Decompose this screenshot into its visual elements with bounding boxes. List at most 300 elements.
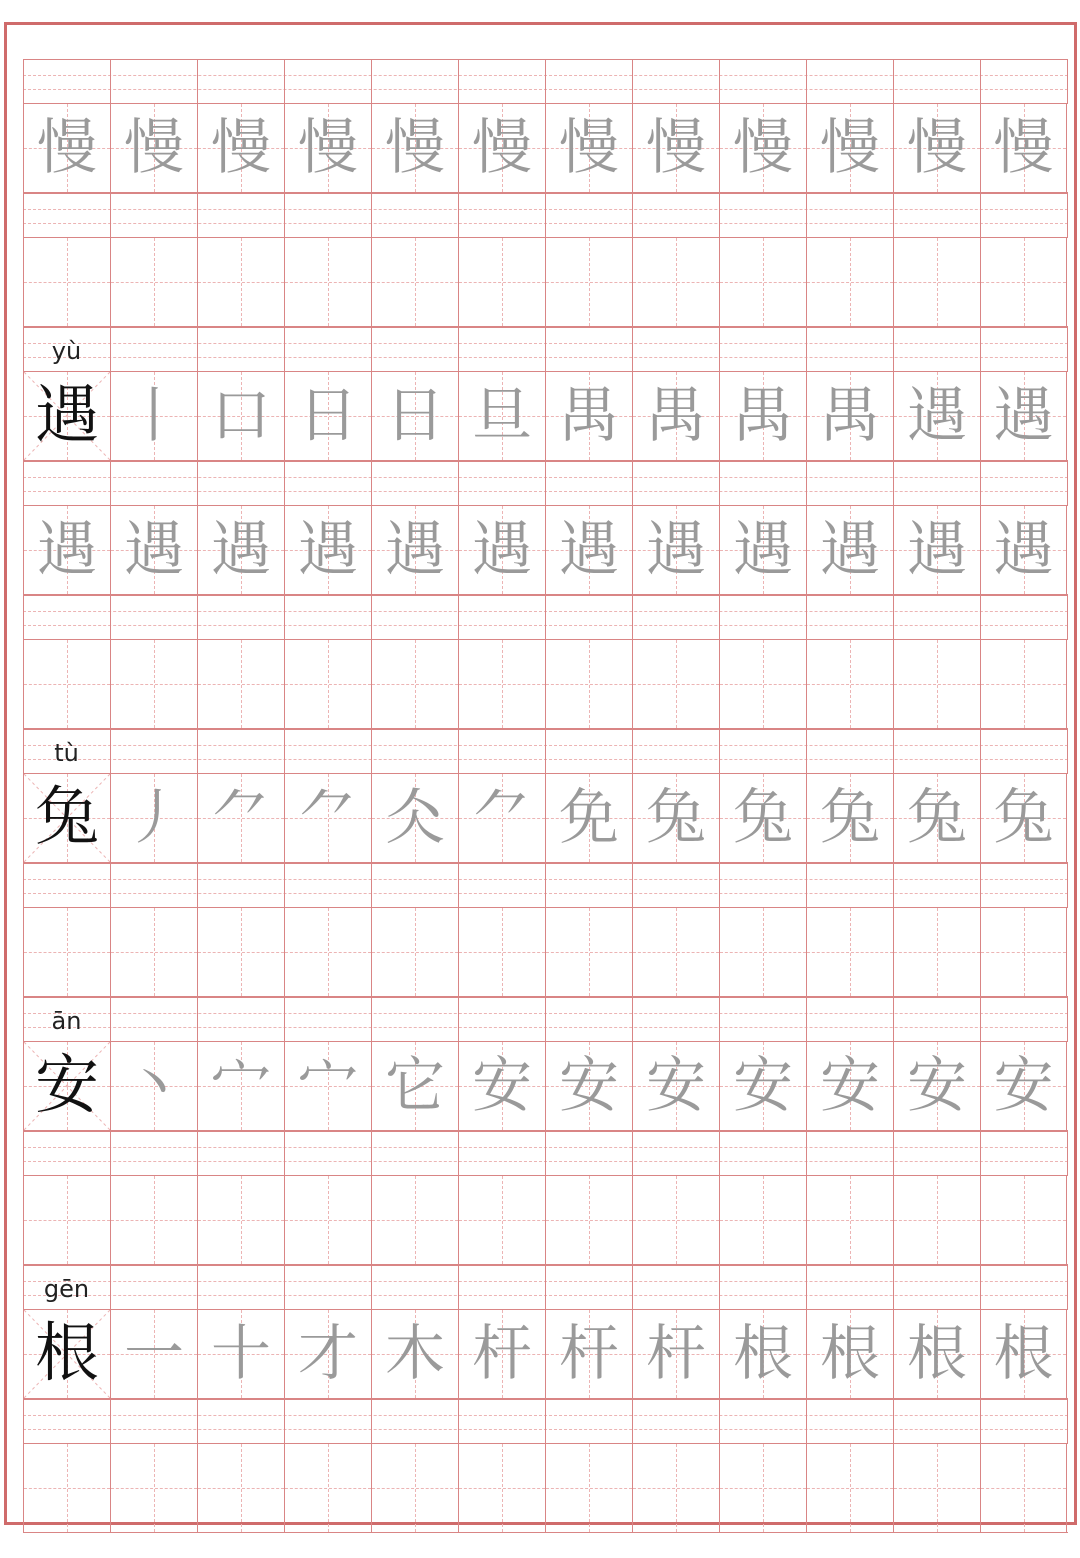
trace-character: 遇: [298, 515, 358, 585]
character-cell-band: [23, 371, 1068, 461]
trace-character: 遇: [385, 515, 445, 585]
tianzige-cell: [632, 908, 719, 996]
empty-practice-cell: [633, 1444, 719, 1532]
pinyin-band-divider: [719, 1400, 720, 1443]
tianzige-cell: [545, 774, 632, 862]
empty-practice-cell: [981, 908, 1066, 996]
empty-practice-cell: [633, 908, 719, 996]
empty-practice-cell: [981, 238, 1066, 326]
stroke-order-step: 兔: [993, 783, 1054, 853]
stroke-order-step: 丿: [124, 783, 184, 853]
tianzige-cell: [284, 774, 371, 862]
trace-character: 遇: [211, 515, 271, 585]
tianzige-cell: [545, 1176, 632, 1264]
pinyin-band-divider: [545, 998, 546, 1041]
pinyin-band-divider: [893, 1132, 894, 1175]
empty-practice-cell: [111, 238, 197, 326]
tianzige-cell: [980, 506, 1067, 594]
pinyin-band-divider: [806, 1266, 807, 1309]
tianzige-cell: [719, 1176, 806, 1264]
tianzige-cell: [23, 506, 110, 594]
tianzige-cell: [806, 104, 893, 192]
tianzige-cell: [110, 1444, 197, 1532]
stroke-order-step: 一: [124, 1319, 184, 1389]
trace-character: 慢: [820, 113, 880, 183]
pinyin-band-divider: [719, 60, 720, 103]
stroke-order-step: ⺈: [298, 783, 358, 853]
pinyin-band-divider: [284, 596, 285, 639]
model-character: 遇: [35, 379, 99, 453]
stroke-order-step: 禺: [559, 381, 619, 451]
pinyin-band-divider: [806, 998, 807, 1041]
pinyin-band-divider: [23, 60, 24, 103]
pinyin-band-divider: [545, 1400, 546, 1443]
tianzige-cell: [458, 1042, 545, 1130]
pinyin-band-divider: [23, 1132, 24, 1175]
stroke-order-step: 兔: [646, 783, 706, 853]
empty-practice-cell: [633, 1176, 719, 1264]
pinyin-band-divider: [893, 194, 894, 237]
tianzige-cell: [545, 238, 632, 326]
pinyin-band: [23, 863, 1068, 907]
empty-practice-cell: [372, 1444, 458, 1532]
stroke-order-step: 兔: [907, 783, 967, 853]
tianzige-cell: [23, 908, 110, 996]
tianzige-cell: [545, 506, 632, 594]
stroke-order-step: ⺈: [211, 783, 271, 853]
model-character: 根: [35, 1317, 99, 1391]
tianzige-cell: [545, 1042, 632, 1130]
stroke-order-step: 丨: [124, 381, 184, 451]
empty-practice-cell: [894, 1176, 980, 1264]
tianzige-cell: [980, 640, 1067, 728]
stroke-order-step: 禺: [820, 381, 880, 451]
stroke-order-step: 宀: [211, 1051, 271, 1121]
empty-practice-cell: [807, 1176, 893, 1264]
stroke-order-step: 根: [993, 1319, 1054, 1389]
tianzige-cell: [632, 104, 719, 192]
pinyin-band-divider: [980, 194, 981, 237]
pinyin-band-divider: [197, 864, 198, 907]
pinyin-band-divider: [458, 1266, 459, 1309]
pinyin-band-divider: [371, 998, 372, 1041]
model-character: 兔: [35, 781, 99, 855]
tianzige-cell: [284, 1176, 371, 1264]
tianzige-cell: [806, 1042, 893, 1130]
pinyin-band-divider: [23, 1400, 24, 1443]
stroke-order-step: 禺: [733, 381, 793, 451]
tianzige-cell: [458, 1176, 545, 1264]
pinyin-band-divider: [110, 1266, 111, 1309]
pinyin-band-divider: [980, 462, 981, 505]
trace-character: 慢: [385, 113, 445, 183]
pinyin-band-divider: [458, 998, 459, 1041]
empty-practice-cell: [24, 1176, 110, 1264]
pinyin-band-divider: [23, 864, 24, 907]
practice-sheet: [4, 22, 1077, 1525]
pinyin-band-divider: [110, 328, 111, 371]
pinyin-band-divider: [458, 1400, 459, 1443]
pinyin-band: [23, 729, 1068, 773]
pinyin-band-divider: [23, 194, 24, 237]
tianzige-cell: [23, 372, 110, 460]
pinyin-band-divider: [458, 1132, 459, 1175]
tianzige-cell: [23, 238, 110, 326]
tianzige-cell: [806, 372, 893, 460]
tianzige-cell: [23, 1310, 110, 1398]
empty-practice-cell: [24, 908, 110, 996]
tianzige-cell: [980, 372, 1067, 460]
trace-character: 慢: [298, 113, 358, 183]
empty-practice-cell: [459, 640, 545, 728]
pinyin-band-divider: [458, 194, 459, 237]
character-cell-band: [23, 1309, 1068, 1399]
pinyin-band-divider: [371, 1400, 372, 1443]
pinyin-band-divider: [806, 596, 807, 639]
empty-practice-cell: [720, 1444, 806, 1532]
tianzige-cell: [458, 1310, 545, 1398]
empty-practice-cell: [546, 1176, 632, 1264]
tianzige-cell: [545, 372, 632, 460]
empty-practice-cell: [546, 640, 632, 728]
pinyin-band-divider: [458, 328, 459, 371]
tianzige-cell: [719, 640, 806, 728]
stroke-order-step: 杆: [472, 1319, 532, 1389]
pinyin-band-divider: [545, 462, 546, 505]
pinyin-band-divider: [893, 462, 894, 505]
tianzige-cell: [371, 1042, 458, 1130]
pinyin-label: ān: [51, 1007, 82, 1035]
pinyin-band-divider: [980, 596, 981, 639]
tianzige-cell: [458, 908, 545, 996]
tianzige-cell: [980, 1042, 1067, 1130]
empty-practice-cell: [894, 908, 980, 996]
pinyin-band-divider: [893, 596, 894, 639]
empty-practice-cell: [894, 1444, 980, 1532]
pinyin-band-divider: [980, 998, 981, 1041]
pinyin-band: [23, 327, 1068, 371]
tianzige-cell: [632, 1444, 719, 1532]
pinyin-band-divider: [893, 730, 894, 773]
pinyin-band-divider: [893, 998, 894, 1041]
pinyin-band-divider: [371, 60, 372, 103]
pinyin-band-divider: [371, 328, 372, 371]
pinyin-band-divider: [719, 1132, 720, 1175]
pinyin-band-divider: [197, 462, 198, 505]
tianzige-cell: [632, 640, 719, 728]
pinyin-band-divider: [1067, 596, 1068, 639]
stroke-order-step: 安: [907, 1051, 967, 1121]
empty-practice-cell: [720, 640, 806, 728]
trace-character: 遇: [646, 515, 706, 585]
tianzige-cell: [284, 1310, 371, 1398]
pinyin-band-divider: [806, 328, 807, 371]
tianzige-cell: [632, 372, 719, 460]
pinyin-band-divider: [371, 864, 372, 907]
pinyin-band-divider: [545, 730, 546, 773]
character-cell-band: [23, 505, 1068, 595]
tianzige-cell: [197, 1310, 284, 1398]
pinyin-band-divider: [980, 1400, 981, 1443]
pinyin-band-divider: [284, 1266, 285, 1309]
pinyin-band-divider: [632, 462, 633, 505]
empty-practice-cell: [546, 1444, 632, 1532]
pinyin-band: [23, 193, 1068, 237]
tianzige-cell: [893, 1310, 980, 1398]
stroke-order-step: 安: [472, 1051, 532, 1121]
pinyin-band-divider: [284, 998, 285, 1041]
tianzige-cell: [893, 1042, 980, 1130]
pinyin-band: [23, 59, 1068, 103]
pinyin-band-divider: [545, 60, 546, 103]
trace-character: 慢: [124, 113, 184, 183]
pinyin-band-divider: [110, 864, 111, 907]
pinyin-band-divider: [545, 1132, 546, 1175]
tianzige-cell: [371, 774, 458, 862]
pinyin-band-divider: [545, 596, 546, 639]
tianzige-cell: [284, 1042, 371, 1130]
pinyin-band-divider: [806, 1132, 807, 1175]
pinyin-band-divider: [284, 1400, 285, 1443]
tianzige-cell: [632, 1176, 719, 1264]
tianzige-cell: [371, 908, 458, 996]
pinyin-band-divider: [719, 462, 720, 505]
pinyin-band-divider: [284, 1132, 285, 1175]
trace-character: 遇: [124, 515, 184, 585]
trace-character: 慢: [733, 113, 793, 183]
pinyin-band-divider: [458, 864, 459, 907]
trace-character: 遇: [993, 515, 1054, 585]
pinyin-band-divider: [893, 1266, 894, 1309]
tianzige-cell: [23, 1444, 110, 1532]
empty-practice-cell: [198, 238, 284, 326]
stroke-order-step: 它: [385, 1051, 445, 1121]
tianzige-cell: [632, 506, 719, 594]
pinyin-band-divider: [371, 1266, 372, 1309]
pinyin-band-divider: [197, 60, 198, 103]
pinyin-band-divider: [284, 194, 285, 237]
character-cell-band: [23, 1443, 1068, 1533]
tianzige-cell: [980, 908, 1067, 996]
pinyin-band-divider: [893, 60, 894, 103]
pinyin-label: yù: [51, 337, 82, 365]
pinyin-band-divider: [893, 1400, 894, 1443]
empty-practice-cell: [285, 238, 371, 326]
pinyin-band-divider: [1067, 328, 1068, 371]
empty-practice-cell: [459, 238, 545, 326]
empty-practice-cell: [894, 640, 980, 728]
tianzige-cell: [632, 238, 719, 326]
pinyin-band-divider: [110, 730, 111, 773]
stroke-order-step: 丶: [124, 1051, 184, 1121]
empty-practice-cell: [459, 1176, 545, 1264]
pinyin-band-divider: [719, 596, 720, 639]
pinyin-band-divider: [806, 60, 807, 103]
tianzige-cell: [980, 774, 1067, 862]
empty-practice-cell: [111, 908, 197, 996]
tianzige-cell: [719, 238, 806, 326]
empty-practice-cell: [807, 640, 893, 728]
tianzige-cell: [284, 908, 371, 996]
tianzige-cell: [110, 1176, 197, 1264]
tianzige-cell: [110, 104, 197, 192]
pinyin-band-divider: [284, 328, 285, 371]
pinyin-band: [23, 595, 1068, 639]
stroke-order-step: ⺈: [472, 783, 532, 853]
pinyin-band-divider: [371, 1132, 372, 1175]
pinyin-band-divider: [545, 864, 546, 907]
tianzige-cell: [284, 238, 371, 326]
pinyin-band-divider: [1067, 864, 1068, 907]
pinyin-band-divider: [284, 462, 285, 505]
trace-character: 遇: [37, 515, 97, 585]
tianzige-cell: [110, 506, 197, 594]
empty-practice-cell: [285, 908, 371, 996]
tianzige-cell: [284, 372, 371, 460]
pinyin-band-divider: [1067, 998, 1068, 1041]
tianzige-cell: [371, 104, 458, 192]
pinyin-band-divider: [458, 60, 459, 103]
pinyin-band-divider: [632, 1132, 633, 1175]
pinyin-band-divider: [110, 462, 111, 505]
stroke-order-step: 日: [298, 381, 358, 451]
stroke-order-step: 安: [733, 1051, 793, 1121]
tianzige-cell: [458, 774, 545, 862]
pinyin-band-divider: [806, 462, 807, 505]
pinyin-band: [23, 461, 1068, 505]
pinyin-band: [23, 1399, 1068, 1443]
empty-practice-cell: [720, 238, 806, 326]
empty-practice-cell: [546, 238, 632, 326]
tianzige-cell: [719, 372, 806, 460]
tianzige-cell: [893, 372, 980, 460]
tianzige-cell: [980, 104, 1067, 192]
tianzige-cell: [197, 238, 284, 326]
stroke-order-step: 根: [907, 1319, 967, 1389]
stroke-order-step: 禺: [646, 381, 706, 451]
stroke-order-step: 木: [385, 1319, 445, 1389]
tianzige-cell: [23, 1176, 110, 1264]
stroke-order-step: 安: [993, 1051, 1054, 1121]
tianzige-cell: [719, 908, 806, 996]
pinyin-band-divider: [980, 60, 981, 103]
pinyin-band-divider: [110, 1400, 111, 1443]
empty-practice-cell: [459, 1444, 545, 1532]
tianzige-cell: [719, 1042, 806, 1130]
empty-practice-cell: [633, 640, 719, 728]
empty-practice-cell: [111, 1444, 197, 1532]
tianzige-cell: [197, 1444, 284, 1532]
pinyin-band-divider: [806, 864, 807, 907]
pinyin-band: [23, 997, 1068, 1041]
stroke-order-step: 十: [211, 1319, 271, 1389]
tianzige-cell: [197, 1042, 284, 1130]
stroke-order-step: 安: [820, 1051, 880, 1121]
tianzige-cell: [980, 238, 1067, 326]
trace-character: 遇: [820, 515, 880, 585]
empty-practice-cell: [372, 1176, 458, 1264]
character-cell-band: [23, 1041, 1068, 1131]
pinyin-band-divider: [719, 1266, 720, 1309]
tianzige-cell: [197, 640, 284, 728]
tianzige-cell: [806, 640, 893, 728]
pinyin-band-divider: [632, 1266, 633, 1309]
trace-character: 遇: [733, 515, 793, 585]
pinyin-band-divider: [632, 194, 633, 237]
tianzige-cell: [719, 104, 806, 192]
tianzige-cell: [284, 640, 371, 728]
pinyin-band-divider: [1067, 462, 1068, 505]
pinyin-band-divider: [284, 864, 285, 907]
pinyin-band-divider: [632, 730, 633, 773]
tianzige-cell: [632, 1042, 719, 1130]
empty-practice-cell: [894, 238, 980, 326]
empty-practice-cell: [981, 1176, 1066, 1264]
stroke-order-step: 杆: [646, 1319, 706, 1389]
pinyin-band-divider: [284, 60, 285, 103]
tianzige-cell: [893, 908, 980, 996]
tianzige-cell: [371, 506, 458, 594]
pinyin-band-divider: [545, 328, 546, 371]
tianzige-cell: [458, 506, 545, 594]
pinyin-label: tù: [54, 739, 79, 767]
tianzige-cell: [632, 1310, 719, 1398]
pinyin-band-divider: [545, 194, 546, 237]
pinyin-band-divider: [197, 730, 198, 773]
empty-practice-cell: [111, 640, 197, 728]
empty-practice-cell: [807, 238, 893, 326]
tianzige-cell: [893, 506, 980, 594]
pinyin-band-divider: [893, 328, 894, 371]
tianzige-cell: [197, 104, 284, 192]
empty-practice-cell: [198, 640, 284, 728]
stroke-order-step: 兔: [733, 783, 793, 853]
pinyin-band-divider: [719, 998, 720, 1041]
trace-character: 慢: [559, 113, 619, 183]
tianzige-cell: [110, 372, 197, 460]
stroke-order-step: 安: [559, 1051, 619, 1121]
pinyin-band-divider: [371, 730, 372, 773]
tianzige-cell: [197, 372, 284, 460]
pinyin-band-divider: [632, 864, 633, 907]
pinyin-band-divider: [719, 194, 720, 237]
tianzige-cell: [893, 238, 980, 326]
empty-practice-cell: [372, 640, 458, 728]
pinyin-band-divider: [632, 328, 633, 371]
tianzige-cell: [980, 1310, 1067, 1398]
empty-practice-cell: [24, 1444, 110, 1532]
stroke-order-step: 才: [298, 1319, 358, 1389]
tianzige-cell: [893, 104, 980, 192]
pinyin-band-divider: [23, 596, 24, 639]
pinyin-band-divider: [806, 1400, 807, 1443]
tianzige-cell: [284, 104, 371, 192]
stroke-order-step: 根: [820, 1319, 880, 1389]
tianzige-cell: [806, 1310, 893, 1398]
trace-character: 慢: [993, 113, 1054, 183]
tianzige-cell: [893, 1444, 980, 1532]
tianzige-cell: [371, 640, 458, 728]
pinyin-band-divider: [980, 864, 981, 907]
stroke-order-step: 仌: [385, 783, 445, 853]
tianzige-cell: [806, 1176, 893, 1264]
pinyin-band-divider: [632, 596, 633, 639]
pinyin-band-divider: [197, 194, 198, 237]
tianzige-cell: [632, 774, 719, 862]
tianzige-cell: [545, 1310, 632, 1398]
pinyin-band-divider: [284, 730, 285, 773]
tianzige-cell: [110, 640, 197, 728]
